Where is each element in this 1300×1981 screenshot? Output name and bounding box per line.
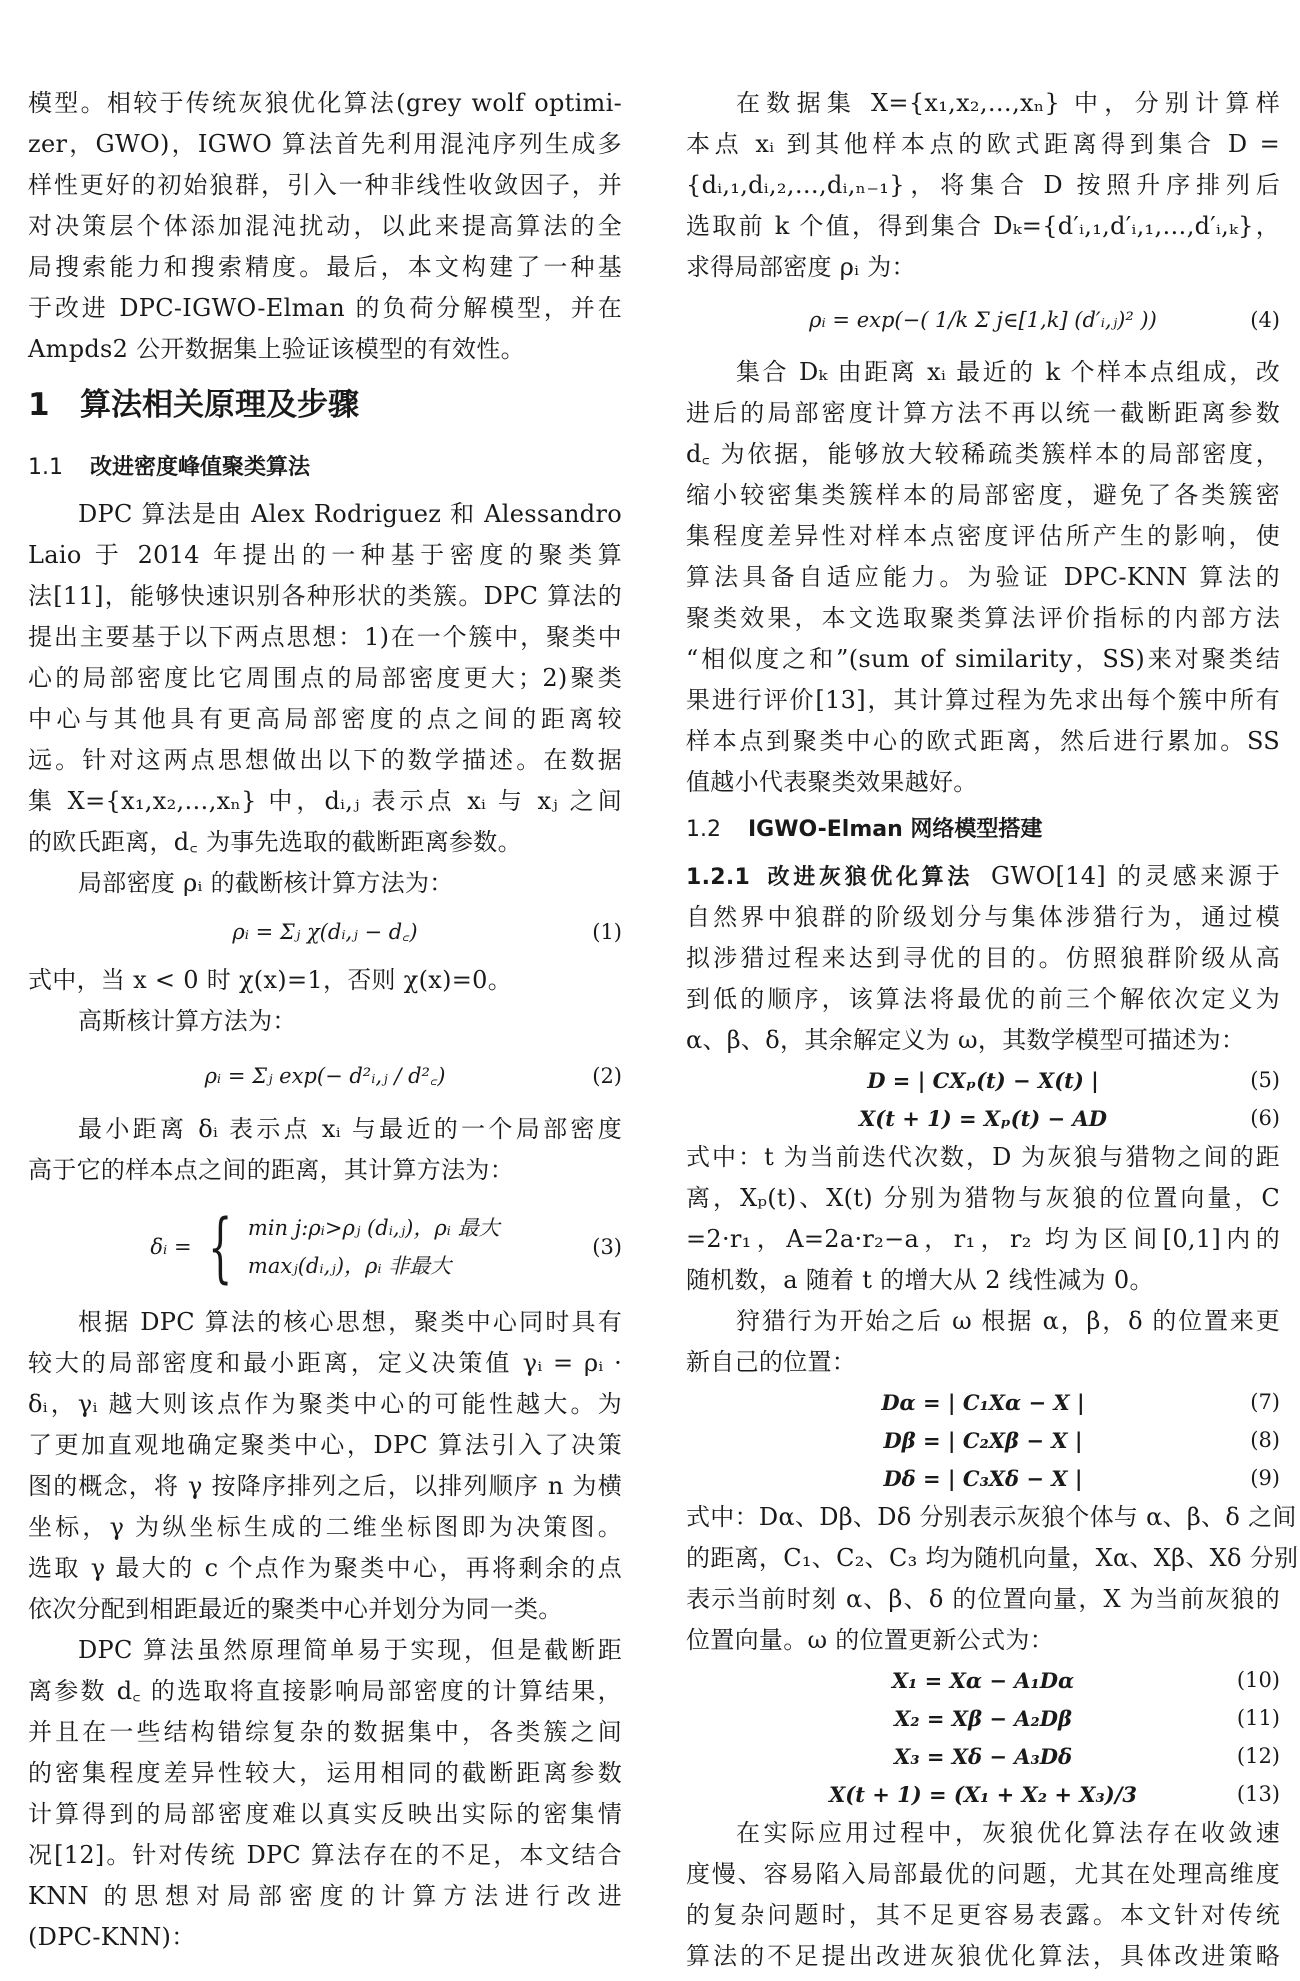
text-line: 算法的不足提出改进灰狼优化算法，具体改进策略: [686, 1942, 1280, 1970]
heading-number: 1.1: [28, 455, 63, 480]
equation-number: (5): [1250, 1068, 1280, 1092]
text-line-content: GWO[14] 的灵感来源于: [991, 862, 1280, 890]
text-line: 的密集程度差异性较大，运用相同的截断距离参数: [28, 1759, 622, 1787]
equation-expression: X₂ = Xβ − A₂Dβ: [894, 1705, 1072, 1731]
equation-number: (11): [1236, 1706, 1280, 1730]
paragraph: [686, 1301, 1280, 1383]
text-line: 表示当前时刻 α、β、δ 的位置向量，X 为当前灰狼的: [686, 1585, 1280, 1613]
equation-3: [28, 1191, 622, 1302]
equation-expression: X₃ = Xδ − A₃Dδ: [894, 1743, 1072, 1769]
text-line: 依次分配到相距最近的聚类中心并划分为同一类。: [28, 1595, 563, 1623]
text-line: 法[11]，能够快速识别各种形状的类簇。DPC 算法的: [28, 582, 622, 610]
text-line: zer，GWO)，IGWO 算法首先利用混沌序列生成多: [28, 130, 622, 158]
text-line: 集 X={x₁,x₂,…,xₙ} 中，dᵢ,ⱼ 表示点 xᵢ 与 xⱼ 之间: [28, 787, 622, 815]
text-line: DPC 算法是由 Alex Rodriguez 和 Alessandro: [78, 500, 622, 528]
equation-7: [686, 1383, 1280, 1421]
text-line: 高斯核计算方法为：: [78, 1007, 297, 1035]
paragraph: [28, 1001, 622, 1042]
paragraph: [28, 960, 622, 1001]
paragraph: [686, 1497, 1299, 1661]
text-line: 远。针对这两点思想做出以下的数学描述。在数据: [28, 746, 622, 774]
equation-8: [686, 1421, 1280, 1459]
equation-11: [686, 1699, 1280, 1737]
text-line: 于改进 DPC-IGWO-Elman 的负荷分解模型，并在: [28, 294, 622, 322]
text-line: 图的概念，将 γ 按降序排列之后，以排列顺序 n 为横: [28, 1472, 622, 1500]
text-line: 选取 γ 最大的 c 个点作为聚类中心，再将剩余的点: [28, 1554, 622, 1582]
equation-lhs: δᵢ =: [150, 1234, 192, 1259]
subsection-heading: [28, 441, 622, 494]
equation-expression: X(t + 1) = Xₚ(t) − AD: [859, 1105, 1107, 1131]
text-line: 计算得到的局部密度难以真实反映出实际的密集情: [28, 1800, 622, 1828]
text-line: 的距离，C₁、C₂、C₃ 均为随机向量，Xα、Xβ、Xδ 分别: [686, 1544, 1299, 1572]
equation-number: (1): [592, 920, 622, 944]
text-line: 选取前 k 个值，得到集合 Dₖ={d′ᵢ,₁,d′ᵢ,₁,…,d′ᵢ,ₖ}，: [686, 212, 1280, 240]
text-line: 局部密度 ρᵢ 的截断核计算方法为：: [78, 869, 454, 897]
text-line: 算法具备自适应能力。为验证 DPC-KNN 算法的: [686, 563, 1280, 591]
equation-expression: Dβ = | C₂Xβ − X |: [883, 1427, 1083, 1453]
text-line: 较大的局部密度和最小距离，定义决策值 γᵢ = ρᵢ ·: [28, 1349, 622, 1377]
piecewise-expression: [150, 1201, 500, 1291]
equation-expression: D = | CXₚ(t) − X(t) |: [867, 1067, 1099, 1093]
equation-12: [686, 1737, 1280, 1775]
text-line: 况[12]。针对传统 DPC 算法存在的不足，本文结合: [28, 1841, 622, 1869]
paragraph: [28, 863, 622, 904]
text-line: 根据 DPC 算法的核心思想，聚类中心同时具有: [78, 1308, 622, 1336]
text-line: 果进行评价[13]，其计算过程为先求出每个簇中所有: [686, 686, 1280, 714]
right-column: [686, 83, 1299, 1977]
text-line: d꜀ 为依据，能够放大较稀疏类簇样本的局部密度，: [686, 440, 1280, 468]
heading-title: 算法相关原理及步骤: [80, 387, 359, 423]
equation-9: [686, 1459, 1280, 1497]
text-line: δᵢ，γᵢ 越大则该点作为聚类中心的可能性越大。为: [28, 1390, 622, 1418]
text-line: 式中：Dα、Dβ、Dδ 分别表示灰狼个体与 α、β、δ 之间: [686, 1503, 1297, 1531]
equation-10: [686, 1661, 1280, 1699]
text-line: 坐标，γ 为纵坐标生成的二维坐标图即为决策图。: [28, 1513, 622, 1541]
equation-number: (13): [1236, 1782, 1280, 1806]
text-line: {dᵢ,₁,dᵢ,₂,…,dᵢ,ₙ₋₁}，将集合 D 按照升序排列后: [686, 171, 1280, 199]
text-line: 了更加直观地确定聚类中心，DPC 算法引入了决策: [28, 1431, 622, 1459]
equation-expression: ρᵢ = Σⱼ exp(− d²ᵢ,ⱼ / d²꜀): [204, 1063, 446, 1088]
text-line: 新自己的位置：: [686, 1348, 857, 1376]
paragraph: [28, 1109, 622, 1191]
heading-title: IGWO-Elman 网络模型搭建: [748, 817, 1043, 842]
text-line: 对决策层个体添加混沌扰动，以此来提高算法的全: [28, 212, 622, 240]
equation-number: (6): [1250, 1106, 1280, 1130]
equation-number: (8): [1250, 1428, 1280, 1452]
equation-expression: X₁ = Xα − A₁Dα: [891, 1667, 1075, 1693]
paragraph: [28, 83, 622, 370]
text-line: 集程度差异性对样本点密度评估所产生的影响，使: [686, 522, 1280, 550]
paragraph: [686, 1813, 1280, 1977]
text-line: Ampds2 公开数据集上验证该模型的有效性。: [28, 335, 525, 363]
text-line: 并且在一些结构错综复杂的数据集中，各类簇之间: [28, 1718, 622, 1746]
text-line: Laio 于 2014 年提出的一种基于密度的聚类算: [28, 541, 622, 569]
text-line: α、β、δ，其余解定义为 ω，其数学模型可描述为：: [686, 1026, 1246, 1054]
equation-13: [686, 1775, 1280, 1813]
text-line: 聚类效果，本文选取聚类算法评价指标的内部方法: [686, 604, 1280, 632]
text-line: 提出主要基于以下两点思想：1)在一个簇中，聚类中: [28, 623, 622, 651]
text-line: 进后的局部密度计算方法不再以统一截断距离参数: [686, 399, 1280, 427]
text-line: 心的局部密度比它周围点的局部密度更大；2)聚类: [28, 664, 622, 692]
text-line: 求得局部密度 ρᵢ 为：: [686, 253, 916, 281]
equation-number: (9): [1250, 1466, 1280, 1490]
equation-2: [28, 1042, 622, 1109]
equation-number: (3): [592, 1234, 622, 1259]
paragraph: [686, 856, 1280, 1061]
text-line: 位置向量。ω 的位置更新公式为：: [686, 1626, 1054, 1654]
equation-number: (7): [1250, 1390, 1280, 1414]
text-line: 的复杂问题时，其不足更容易表露。本文针对传统: [686, 1901, 1280, 1929]
equation-expression: X(t + 1) = (X₁ + X₂ + X₃)/3: [829, 1781, 1137, 1807]
left-brace: {: [207, 1201, 232, 1291]
equation-number: (12): [1236, 1744, 1280, 1768]
paragraph: [28, 1302, 622, 1630]
text-line: 最小距离 δᵢ 表示点 xᵢ 与最近的一个局部密度: [78, 1115, 622, 1143]
text-line: 模型。相较于传统灰狼优化算法(grey wolf optimi-: [28, 89, 622, 117]
section-heading: [28, 370, 622, 441]
paragraph: [686, 352, 1280, 803]
equation-1: [28, 904, 622, 960]
equation-expression: ρᵢ = Σⱼ χ(dᵢ,ⱼ − d꜀): [232, 920, 418, 944]
equation-number: (4): [1250, 308, 1280, 332]
piecewise-row: maxⱼ(dᵢ,ⱼ)，ρᵢ 非最大: [247, 1253, 452, 1278]
text-line: KNN 的思想对局部密度的计算方法进行改进: [28, 1882, 622, 1910]
text-line: 局搜索能力和搜索精度。最后，本文构建了一种基: [28, 253, 622, 281]
subsection-title: 改进灰狼优化算法: [764, 865, 974, 890]
subsection-heading: [686, 865, 973, 890]
equation-expression: ρᵢ = exp(−( 1/k Σ j∈[1,k] (d′ᵢ,ⱼ)² )): [809, 308, 1157, 332]
text-line: 值越小代表聚类效果越好。: [686, 768, 978, 796]
heading-title: 改进密度峰值聚类算法: [90, 455, 311, 480]
text-line: 拟涉猎过程来达到寻优的目的。仿照狼群阶级从高: [686, 944, 1280, 972]
text-line: 本点 xᵢ 到其他样本点的欧式距离得到集合 D =: [686, 130, 1280, 158]
equation-5: [686, 1061, 1280, 1099]
paragraph: [686, 1137, 1280, 1301]
equation-number: (10): [1236, 1668, 1280, 1692]
text-line: 式中：t 为当前迭代次数，D 为灰狼与猎物之间的距: [686, 1143, 1280, 1171]
text-line: 缩小较密集类簇样本的局部密度，避免了各类簇密: [686, 481, 1280, 509]
text-line: 度慢、容易陷入局部最优的问题，尤其在处理高维度: [686, 1860, 1280, 1888]
paragraph: [28, 494, 622, 863]
text-line: 随机数，a 随着 t 的增大从 2 线性减为 0。: [686, 1266, 1154, 1294]
paragraph: [28, 1630, 622, 1958]
text-line: DPC 算法虽然原理简单易于实现，但是截断距: [78, 1636, 622, 1664]
piecewise-rows: [248, 1209, 500, 1285]
equation-4: [686, 288, 1280, 352]
heading-number: 1.2: [686, 817, 721, 842]
subsection-number: 1.2.1: [686, 865, 751, 890]
left-column: [28, 83, 622, 1958]
text-line: 离，Xₚ(t)、X(t) 分别为猎物与灰狼的位置向量，C: [686, 1184, 1280, 1212]
text-line: (DPC-KNN)：: [28, 1923, 196, 1951]
text-line: [686, 856, 1280, 897]
text-line: 狩猎行为开始之后 ω 根据 α，β，δ 的位置来更: [736, 1307, 1280, 1335]
text-line: =2·r₁，A=2a·r₂−a，r₁，r₂ 均为区间[0,1]内的: [686, 1225, 1280, 1253]
piecewise-row: min j:ρᵢ>ρⱼ (dᵢ,ⱼ)，ρᵢ 最大: [247, 1215, 500, 1240]
text-line: 式中，当 x < 0 时 χ(x)=1，否则 χ(x)=0。: [28, 966, 513, 994]
text-line: 集合 Dₖ 由距离 xᵢ 最近的 k 个样本点组成，改: [736, 358, 1280, 386]
equation-6: [686, 1099, 1280, 1137]
text-line: 的欧氏距离，d꜀ 为事先选取的截断距离参数。: [28, 828, 522, 856]
subsection-heading: [686, 803, 1280, 856]
text-line: 中心与其他具有更高局部密度的点之间的距离较: [28, 705, 622, 733]
text-line: 样性更好的初始狼群，引入一种非线性收敛因子，并: [28, 171, 622, 199]
text-line: 高于它的样本点之间的距离，其计算方法为：: [28, 1156, 514, 1184]
text-line: “相似度之和”(sum of similarity，SS)来对聚类结: [686, 645, 1280, 673]
text-line: 样本点到聚类中心的欧式距离，然后进行累加。SS: [686, 727, 1280, 755]
text-line: 离参数 d꜀ 的选取将直接影响局部密度的计算结果，: [28, 1677, 622, 1705]
heading-number: 1: [28, 387, 50, 423]
paragraph: [686, 83, 1280, 288]
equation-number: (2): [592, 1063, 622, 1088]
equation-expression: Dδ = | C₃Xδ − X |: [883, 1465, 1083, 1491]
text-line: 自然界中狼群的阶级划分与集体涉猎行为，通过模: [686, 903, 1280, 931]
text-line: 到低的顺序，该算法将最优的前三个解依次定义为: [686, 985, 1280, 1013]
text-line: 在数据集 X={x₁,x₂,…,xₙ} 中，分别计算样: [736, 89, 1280, 117]
text-line: 在实际应用过程中，灰狼优化算法存在收敛速: [736, 1819, 1280, 1847]
equation-expression: Dα = | C₁Xα − X |: [881, 1389, 1085, 1415]
